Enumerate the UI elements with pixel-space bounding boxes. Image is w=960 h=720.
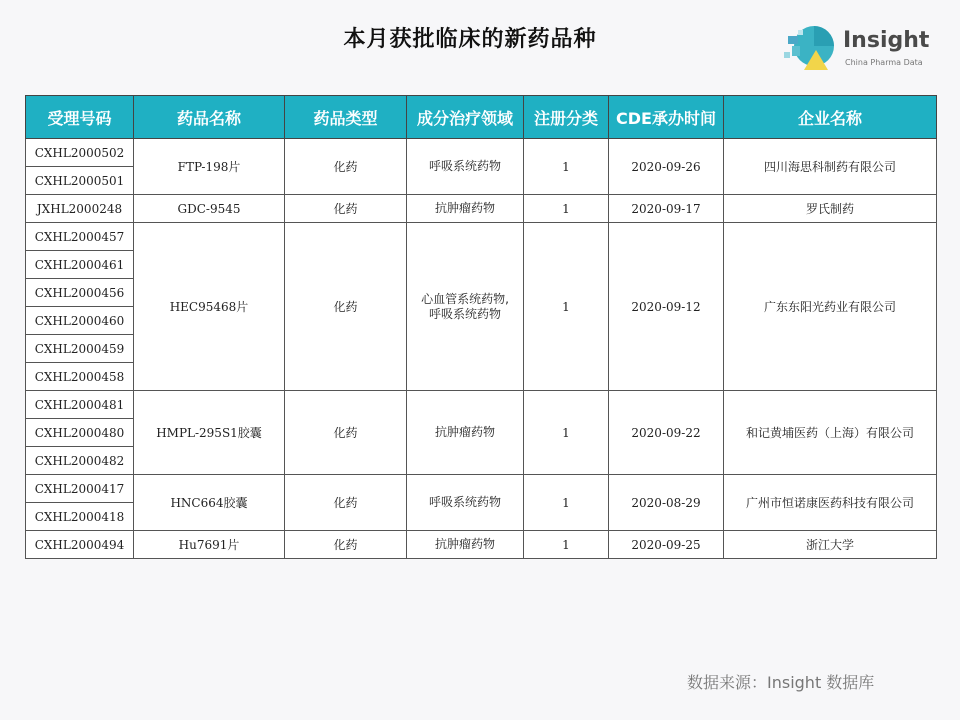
header-accept-no: 受理号码 <box>26 96 134 139</box>
registration-class-cell: 1 <box>524 139 609 195</box>
header-therapeutic-area: 成分治疗领域 <box>407 96 524 139</box>
table-row <box>26 475 937 503</box>
table-row <box>26 139 937 167</box>
company-cell: 和记黄埔医药（上海）有限公司 <box>724 391 937 475</box>
logo-wordmark: Insight <box>843 28 930 53</box>
accept-no-cell: CXHL2000459 <box>26 335 134 363</box>
drug-name-cell: HMPL-295S1胶囊 <box>134 391 285 475</box>
cde-date-cell: 2020-09-17 <box>609 195 724 223</box>
header-registration-class: 注册分类 <box>524 96 609 139</box>
accept-no-cell: CXHL2000501 <box>26 167 134 195</box>
drug-type-cell: 化药 <box>285 139 407 195</box>
accept-no-cell: CXHL2000494 <box>26 531 134 559</box>
accept-no-cell: CXHL2000457 <box>26 223 134 251</box>
accept-no-cell: CXHL2000461 <box>26 251 134 279</box>
therapeutic-area-cell: 呼吸系统药物 <box>407 139 524 195</box>
therapeutic-area-line: 呼吸系统药物 <box>428 306 501 321</box>
drug-type-cell: 化药 <box>285 223 407 391</box>
therapeutic-area-line: 心血管系统药物, <box>421 291 509 306</box>
cde-date-cell: 2020-09-25 <box>609 531 724 559</box>
accept-no-cell: CXHL2000480 <box>26 419 134 447</box>
company-cell: 广东东阳光药业有限公司 <box>724 223 937 391</box>
accept-no-cell: CXHL2000482 <box>26 447 134 475</box>
insight-logo-icon <box>784 22 836 74</box>
drug-name-cell: Hu7691片 <box>134 531 285 559</box>
logo-subtitle: China Pharma Data <box>845 58 923 67</box>
therapeutic-area-cell: 抗肿瘤药物 <box>407 391 524 475</box>
therapeutic-area-cell <box>407 223 524 391</box>
drug-name-cell: FTP-198片 <box>134 139 285 195</box>
table-row <box>26 195 937 223</box>
registration-class-cell: 1 <box>524 391 609 475</box>
registration-class-cell: 1 <box>524 223 609 391</box>
table-row <box>26 223 937 251</box>
table-header-row <box>26 96 937 139</box>
accept-no-cell: CXHL2000460 <box>26 307 134 335</box>
table-row <box>26 531 937 559</box>
cde-date-cell: 2020-09-12 <box>609 223 724 391</box>
accept-no-cell: CXHL2000418 <box>26 503 134 531</box>
page-title: 本月获批临床的新药品种 <box>343 27 597 52</box>
accept-no-cell: CXHL2000458 <box>26 363 134 391</box>
insight-logo <box>784 18 944 74</box>
therapeutic-area-cell: 抗肿瘤药物 <box>407 195 524 223</box>
drug-name-cell: HEC95468片 <box>134 223 285 391</box>
accept-no-cell: CXHL2000502 <box>26 139 134 167</box>
drug-table <box>25 95 937 559</box>
drug-type-cell: 化药 <box>285 531 407 559</box>
accept-no-cell: CXHL2000417 <box>26 475 134 503</box>
company-cell: 罗氏制药 <box>724 195 937 223</box>
accept-no-cell: JXHL2000248 <box>26 195 134 223</box>
registration-class-cell: 1 <box>524 195 609 223</box>
company-cell: 广州市恒诺康医药科技有限公司 <box>724 475 937 531</box>
header-drug-type: 药品类型 <box>285 96 407 139</box>
drug-name-cell: GDC-9545 <box>134 195 285 223</box>
company-cell: 浙江大学 <box>724 531 937 559</box>
accept-no-cell: CXHL2000456 <box>26 279 134 307</box>
registration-class-cell: 1 <box>524 531 609 559</box>
drug-type-cell: 化药 <box>285 391 407 475</box>
table-row <box>26 391 937 419</box>
therapeutic-area-cell: 呼吸系统药物 <box>407 475 524 531</box>
header-company: 企业名称 <box>724 96 937 139</box>
cde-date-cell: 2020-09-22 <box>609 391 724 475</box>
drug-type-cell: 化药 <box>285 195 407 223</box>
header-cde-date: CDE承办时间 <box>609 96 724 139</box>
therapeutic-area-cell: 抗肿瘤药物 <box>407 531 524 559</box>
drug-type-cell: 化药 <box>285 475 407 531</box>
registration-class-cell: 1 <box>524 475 609 531</box>
header-drug-name: 药品名称 <box>134 96 285 139</box>
cde-date-cell: 2020-09-26 <box>609 139 724 195</box>
drug-name-cell: HNC664胶囊 <box>134 475 285 531</box>
data-source-note: 数据来源：Insight 数据库 <box>687 673 875 692</box>
cde-date-cell: 2020-08-29 <box>609 475 724 531</box>
accept-no-cell: CXHL2000481 <box>26 391 134 419</box>
company-cell: 四川海思科制药有限公司 <box>724 139 937 195</box>
